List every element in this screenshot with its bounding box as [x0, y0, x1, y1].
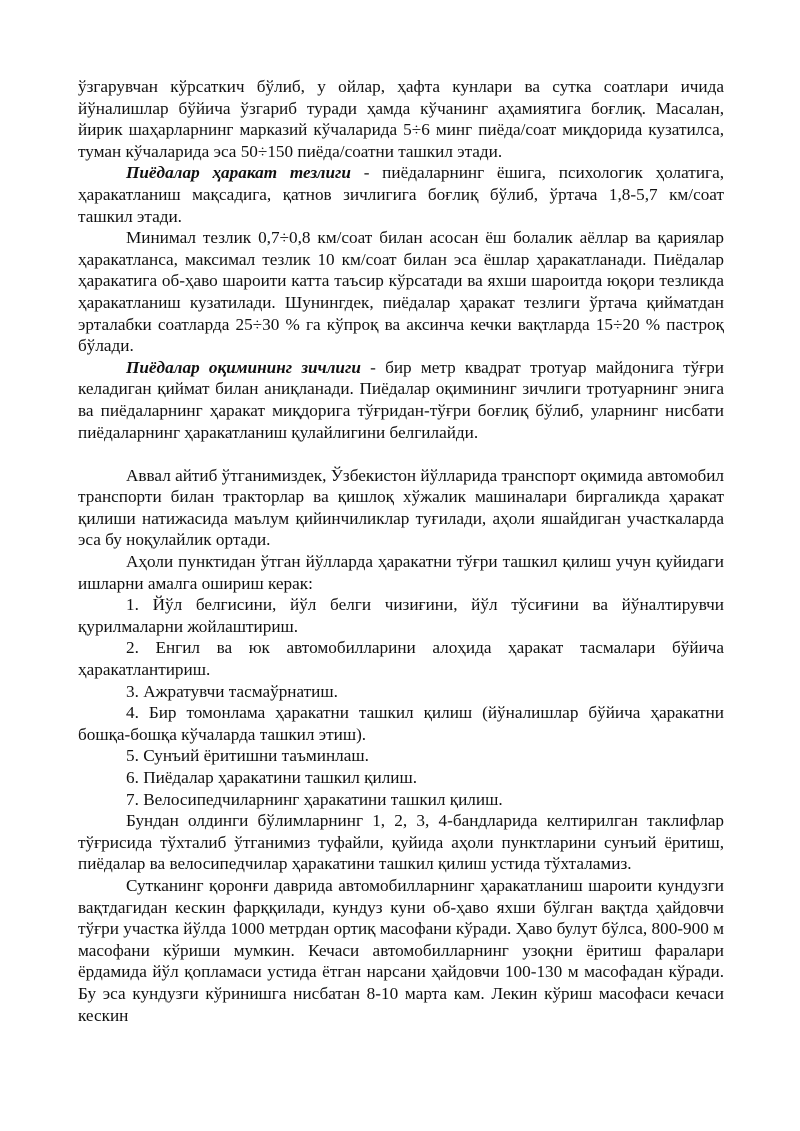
- list-item-7: 7. Велосипедчиларнинг ҳаракатини ташкил қилиш.: [126, 789, 503, 809]
- paragraph-pedestrian-speed: [78, 162, 724, 227]
- paragraph-pedestrian-density: [78, 357, 724, 443]
- list-item-2: 2. Енгил ва юк автомобилларини алоҳида ҳаракат тасмалари бўйича ҳаракатлантириш.: [78, 638, 724, 680]
- term-pedestrian-density: Пиёдалар оқимининг зичлиги: [126, 357, 361, 377]
- paragraph-measures-intro: Аҳоли пунктидан ўтган йўлларда ҳаракатни тўғри ташкил қилиш учун қуйидаги ишларни амалга ошириш керак:: [78, 552, 724, 593]
- paragraph-text: - бир метр квадрат тротуар майдонига тўғри келадиган қиймат билан аниқланади. Пиёдалар оқимининг зичлиги тротуарнинг энига ва пиёдаларнинг ҳаракат миқдорига тўғридан-тўғри боғлиқ бўлиб, уларнинг нисбати пиёдаларнинг ҳаракатланиш қулайлигини белгилайди.: [78, 357, 724, 442]
- paragraph-previous-sections: Бундан олдинги бўлимларнинг 1, 2, 3, 4-бандларида келтирилган таклифлар тўғрисида тўхталиб ўтганимиз туфайли, қуйида аҳоли пунктларини сунъий ёритиш, пиёдалар ва велосипедчилар ҳаракатини ташкил қилиш устида тўхталамиз.: [78, 811, 724, 874]
- paragraph-text: - пиёдаларнинг ёшига, психологик ҳолатига, ҳаракатланиш мақсадига, қатнов зичлигига боғлиқ бўлиб, ўртача 1,8-5,7 км/соат ташкил этади.: [78, 163, 724, 226]
- paragraph-gap: [78, 443, 724, 465]
- list-item-1: 1. Йўл белгисини, йўл белги чизиғини, йўл тўсиғини ва йўналтирувчи қурилмаларни жойлаштириш.: [78, 595, 724, 636]
- paragraph-pedestrian-flow: ўзгарувчан кўрсаткич бўлиб, у ойлар, ҳафта кунлари ва сутка соатлари ичида йўналишлар бўйича ўзгариб туради ҳамда кўчанинг аҳамиятига боғлиқ. Масалан, йирик шаҳарларнинг марказий кўчаларида 5÷6 минг пиёда/соат миқдорида кузатилса, туман кўчаларида эса 50÷150 пиёда/соатни ташкил этади.: [78, 77, 724, 161]
- list-item-5: 5. Сунъий ёритишни таъминлаш.: [126, 746, 369, 766]
- list-item-3: 3. Ажратувчи тасмаўрнатиш.: [126, 681, 338, 701]
- term-pedestrian-speed: Пиёдалар ҳаракат тезлиги: [126, 163, 351, 183]
- paragraph-night-visibility: Сутканинг қоронғи даврида автомобилларнинг ҳаракатланиш шароити кундузги вақтдагидан кескин фарққилади, кундуз куни об-ҳаво яхши бўлган вақтда ҳайдовчи тўғри участка йўлда 1000 метрдан ортиқ масофани кўради. Ҳаво булут бўлса, 800-900 м масофани кўриши мумкин. Кечаси автомобилларнинг узоқни ёритиш фаралари ёрдамида йўл қопламаси устида ётган нарсани ҳайдовчи 100-130 м масофадан кўради. Бу эса кундузги кўринишга нисбатан 8-10 марта кам. Лекин кўриш масофаси кечаси кескин: [78, 875, 724, 1025]
- paragraph-mixed-traffic: Аввал айтиб ўтганимиздек, Ўзбекистон йўлларида транспорт оқимида автомобил транспорти билан тракторлар ва қишлоқ хўжалик машиналари биргаликда ҳаракат қилиши натижасида маълум қийинчиликлар туғилади, аҳоли яшайдиган участкаларда эса бу ноқулайлик ортади.: [78, 465, 724, 550]
- list-item-4: 4. Бир томонлама ҳаракатни ташкил қилиш (йўналишлар бўйича ҳаракатни бошқа-бошқа кўчаларда ташкил этиш).: [78, 703, 724, 744]
- list-item-6: 6. Пиёдалар ҳаракатини ташкил қилиш.: [126, 768, 418, 787]
- paragraph-speed-range: Минимал тезлик 0,7÷0,8 км/соат билан асосан ёш болалик аёллар ва қариялар ҳаракатланса, максимал тезлик 10 км/соат билан эса ёшлар ҳаракатланади. Пиёдалар ҳаракатига об-ҳаво шароити катта таъсир кўрсатади ва яхши шароитда юқори тезликда ҳаракатланиш кузатилади. Шунингдек, пиёдалар ҳаракат тезлиги ўртача қийматдан эрталабки соатларда 25÷30 % га кўпроқ ва аксинча кечки вақтларда 15÷20 % пастроқ бўлади.: [78, 228, 724, 356]
